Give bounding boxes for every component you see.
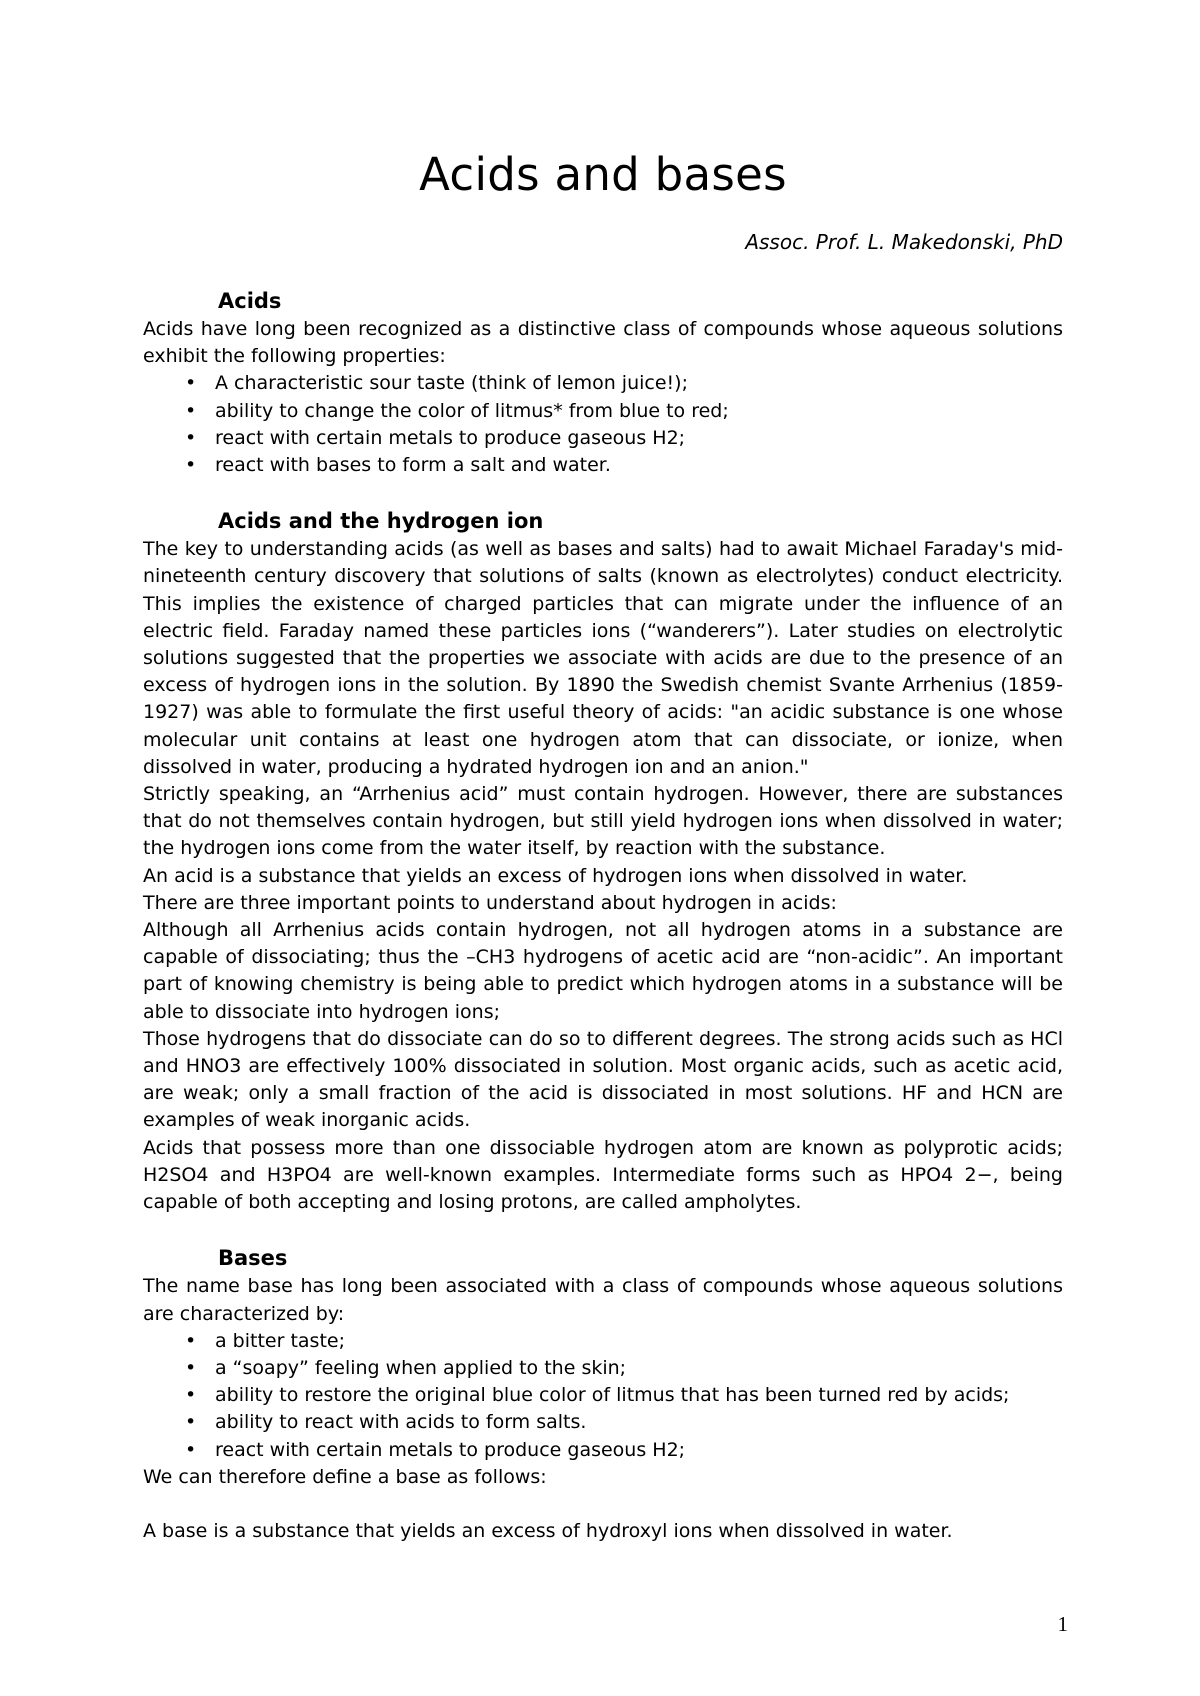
spacer <box>143 479 1063 506</box>
list-item: • react with certain metals to produce gaseous H2; <box>143 1437 1063 1464</box>
list-item: • react with certain metals to produce gaseous H2; <box>143 425 1063 452</box>
acids-properties-list <box>143 370 1063 479</box>
spacer <box>143 1216 1063 1243</box>
acids-intro: Acids have long been recognized as a distinctive class of compounds whose aqueous solutions exhibit the following properties: <box>143 318 1063 368</box>
base-definition: A base is a substance that yields an excess of hydroxyl ions when dissolved in water. <box>143 1519 953 1542</box>
list-item: • react with bases to form a salt and water. <box>143 452 1063 479</box>
paragraph: Those hydrogens that do dissociate can do so to different degrees. The strong acids such as HCl and HNO3 are effectively 100% dissociated in solution. Most organic acids, such as acetic acid, are weak; only a small fraction of the acid is dissociated in most solutions. HF and HCN are examples of weak inorganic acids. <box>143 1027 1063 1132</box>
list-item: • ability to react with acids to form salts. <box>143 1409 1063 1436</box>
bases-properties-list <box>143 1328 1063 1464</box>
paragraph: Although all Arrhenius acids contain hydrogen, not all hydrogen atoms in a substance are capable of dissociating; thus the –CH3 hydrogens of acetic acid are “non-acidic”. An important part of knowing chemistry is being able to predict which hydrogen atoms in a substance will be able to dissociate into hydrogen ions; <box>143 919 1063 1023</box>
list-item: • a “soapy” feeling when applied to the skin; <box>143 1355 1063 1382</box>
paragraph: Acids that possess more than one dissociable hydrogen atom are known as polyprotic acids; H2SO4 and H3PO4 are well-known examples. Intermediate forms such as HPO4 2−, being capable of both accepting and losing protons, are called ampholytes. <box>143 1136 1063 1214</box>
heading-bases: Bases <box>218 1246 288 1271</box>
paragraph: Strictly speaking, an “Arrhenius acid” must contain hydrogen. However, there are substances that do not themselves contain hydrogen, but still yield hydrogen ions when dissolved in water; the hydrogen ions come from the water itself, by reaction with the substance. <box>143 783 1063 860</box>
page-title: Acids and bases <box>419 148 787 201</box>
paragraph: An acid is a substance that yields an excess of hydrogen ions when dissolved in water. <box>143 864 968 887</box>
list-item: • ability to restore the original blue color of litmus that has been turned red by acids; <box>143 1382 1063 1409</box>
document-body <box>143 286 1063 1545</box>
list-item: • a bitter taste; <box>143 1328 1063 1355</box>
bases-intro: The name base has long been associated with a class of compounds whose aqueous solutions are characterized by: <box>143 1275 1063 1325</box>
list-item: • ability to change the color of litmus* from blue to red; <box>143 398 1063 425</box>
heading-hydrogen-ion: Acids and the hydrogen ion <box>218 509 544 534</box>
list-item: • A characteristic sour taste (think of lemon juice!); <box>143 370 1063 397</box>
page-number: 1 <box>1057 1612 1068 1636</box>
paragraph: We can therefore define a base as follows: <box>143 1465 547 1488</box>
paragraph: There are three important points to understand about hydrogen in acids: <box>143 891 837 914</box>
spacer <box>143 1491 1063 1518</box>
author-line: Assoc. Prof. L. Makedonski, PhD <box>745 230 1063 254</box>
heading-acids: Acids <box>218 289 282 313</box>
paragraph: The key to understanding acids (as well as bases and salts) had to await Michael Faraday's mid-nineteenth century discovery that solutions of salts (known as electrolytes) conduct electricity. This implies the existence of charged particles that can migrate under the influence of an electric field. Faraday named these particles ions (“wanderers”). Later studies on electrolytic solutions suggested that the properties we associate with acids are due to the presence of an excess of hydrogen ions in the solution. By 1890 the Swedish chemist Svante Arrhenius (1859-1927) was able to formulate the first useful theory of acids: "an acidic substance is one whose molecular unit contains at least one hydrogen atom that can dissociate, or ionize, when dissolved in water, producing a hydrated hydrogen ion and an anion." <box>143 538 1063 778</box>
